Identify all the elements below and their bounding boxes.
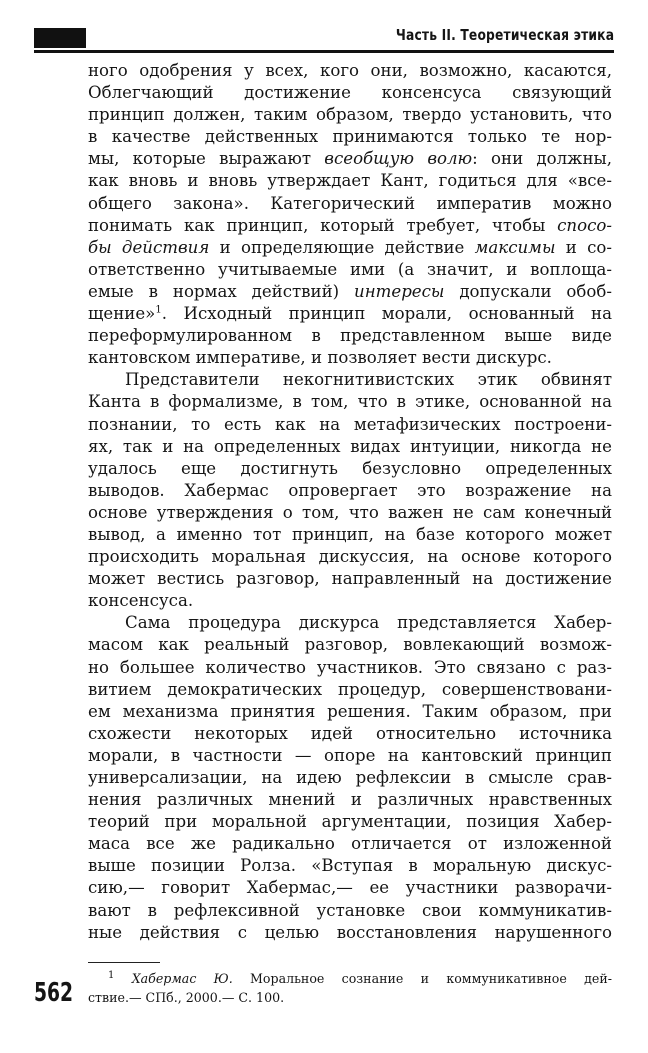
- text-segment: Моральное сознание и коммуникативное дей-: [232, 971, 612, 986]
- running-header: [34, 24, 614, 53]
- text-segment: ствие.— СПб., 2000.— С. 100.: [88, 989, 285, 1005]
- text-line: [88, 723, 612, 745]
- page-number: 562: [34, 978, 74, 1008]
- text-line: [88, 568, 612, 590]
- emphasis-text: интересы: [354, 281, 445, 301]
- text-segment: и определяющие действие: [209, 237, 475, 257]
- text-segment: мы, которые выражают: [88, 149, 325, 169]
- text-segment: ные действия с целью восстановления нарушенного: [88, 922, 612, 942]
- paragraph: [88, 60, 612, 369]
- text-line: [88, 281, 612, 303]
- text-line: [88, 303, 612, 325]
- text-line: [88, 170, 612, 192]
- text-segment: удалось еще достигнуть безусловно определенных: [88, 458, 612, 478]
- text-segment: происходить моральная дискуссия, на основе которого: [88, 547, 612, 567]
- text-line: [88, 480, 612, 502]
- text-segment: ответственно учитываемые ими (а значит, и воплоща-: [88, 259, 612, 279]
- footnote-line: [88, 989, 612, 1008]
- text-segment: ем механизма принятия решения. Таким образом, при: [88, 701, 612, 721]
- text-line: [88, 369, 612, 391]
- text-line: [88, 811, 612, 833]
- text-segment: ях, так и на определенных видах интуиции, никогда не: [88, 436, 612, 456]
- text-line: [88, 259, 612, 281]
- text-segment: выводов. Хабермас опровергает это возражение на: [88, 480, 612, 500]
- text-line: [88, 215, 612, 237]
- text-line: [88, 193, 612, 215]
- footnote-marker: 1: [155, 304, 162, 316]
- text-line: [88, 789, 612, 811]
- text-segment: Представители некогнитивистских этик обвинят: [125, 370, 612, 390]
- text-line: [88, 900, 612, 922]
- text-line: [88, 104, 612, 126]
- emphasis-text: спосо-: [557, 215, 612, 235]
- text-segment: и со-: [555, 237, 612, 257]
- text-segment: схожести некоторых идей относительно источника: [88, 723, 612, 743]
- text-line: [88, 546, 612, 568]
- text-line: [88, 855, 612, 877]
- text-line: [88, 612, 612, 634]
- footnote: [88, 970, 612, 1007]
- text-line: [88, 524, 612, 546]
- text-segment: : они должны,: [472, 149, 612, 169]
- text-segment: вывод, а именно тот принцип, на базе которого может: [88, 524, 612, 544]
- text-line: [88, 458, 612, 480]
- text-line: [88, 701, 612, 723]
- text-segment: Канта в формализме, в том, что в этике, основанной на: [88, 392, 612, 412]
- text-line: [88, 745, 612, 767]
- text-line: [88, 126, 612, 148]
- text-line: [88, 502, 612, 524]
- text-segment: витием демократических процедур, совершенствовани-: [88, 679, 612, 699]
- running-header-title: Часть II. Теоретическая этика: [395, 26, 614, 44]
- text-segment: теорий при моральной аргументации, позиция Хабер-: [88, 812, 612, 832]
- text-line: [88, 391, 612, 413]
- text-line: [88, 833, 612, 855]
- footnote-divider: [88, 962, 160, 963]
- footnote-marker: 1: [108, 969, 115, 981]
- text-segment: морали, в частности — опоре на кантовский принцип: [88, 745, 612, 765]
- emphasis-text: Хабермас Ю.: [131, 971, 233, 986]
- text-segment: переформулированном в представленном выше виде: [88, 326, 612, 346]
- text-line: [88, 148, 612, 170]
- text-line: [88, 347, 612, 369]
- text-line: [88, 414, 612, 436]
- text-line: [88, 237, 612, 259]
- main-text: [88, 60, 612, 944]
- paragraph: [88, 612, 612, 943]
- text-segment: [114, 971, 131, 986]
- text-segment: щение»: [88, 304, 156, 324]
- text-segment: кантовском императиве, и позволяет вести дискурс.: [88, 348, 552, 368]
- text-segment: принцип должен, таким образом, твердо установить, что: [88, 105, 612, 125]
- text-segment: Сама процедура дискурса представляется Хабер-: [125, 613, 612, 633]
- text-line: [88, 679, 612, 701]
- text-line: [88, 877, 612, 899]
- text-line: [88, 634, 612, 656]
- text-line: [88, 657, 612, 679]
- text-segment: основе утверждения о том, что важен не сам конечный: [88, 502, 612, 522]
- text-segment: но большее количество участников. Это связано с раз-: [88, 657, 612, 677]
- text-segment: допускали обоб-: [444, 281, 612, 301]
- text-line: [88, 325, 612, 347]
- text-segment: познании, то есть как на метафизических построени-: [88, 414, 612, 434]
- footnote-line: [88, 970, 612, 989]
- text-segment: . Исходный принцип морали, основанный на: [161, 304, 612, 324]
- text-segment: масом как реальный разговор, вовлекающий возмож-: [88, 635, 612, 655]
- text-segment: маса все же радикально отличается от изложенной: [88, 834, 612, 854]
- text-segment: нения различных мнений и различных нравственных: [88, 790, 612, 810]
- emphasis-text: бы действия: [88, 237, 210, 257]
- text-segment: емые в нормах действий): [88, 281, 355, 301]
- text-line: [88, 767, 612, 789]
- emphasis-text: максимы: [474, 237, 556, 257]
- text-segment: универсализации, на идею рефлексии в смысле срав-: [88, 768, 612, 787]
- text-segment: консенсуса.: [88, 591, 194, 611]
- text-segment: вают в рефлексивной установке свои коммуникатив-: [88, 900, 612, 920]
- paragraph: [88, 369, 612, 612]
- text-segment: выше позиции Ролза. «Вступая в моральную дискус-: [88, 856, 612, 876]
- text-segment: в качестве действенных принимаются только те нор-: [88, 127, 612, 147]
- text-segment: может вестись разговор, направленный на достижение: [88, 569, 612, 589]
- text-segment: как вновь и вновь утверждает Кант, годиться для «все-: [88, 171, 612, 191]
- text-line: [88, 82, 612, 104]
- text-line: [88, 60, 612, 82]
- emphasis-text: всеобщую волю: [324, 149, 473, 169]
- text-segment: ного одобрения у всех, кого они, возможно, касаются,: [88, 61, 612, 80]
- text-segment: сию,— говорит Хабермас,— ее участники разворачи-: [88, 878, 612, 898]
- text-line: [88, 590, 612, 612]
- text-segment: понимать как принцип, который требует, чтобы: [88, 215, 558, 235]
- text-line: [88, 922, 612, 944]
- text-line: [88, 436, 612, 458]
- text-segment: общего закона». Категорический императив можно: [88, 193, 612, 213]
- text-segment: Облегчающий достижение консенсуса связующий: [88, 83, 612, 103]
- header-black-bar: [34, 28, 86, 48]
